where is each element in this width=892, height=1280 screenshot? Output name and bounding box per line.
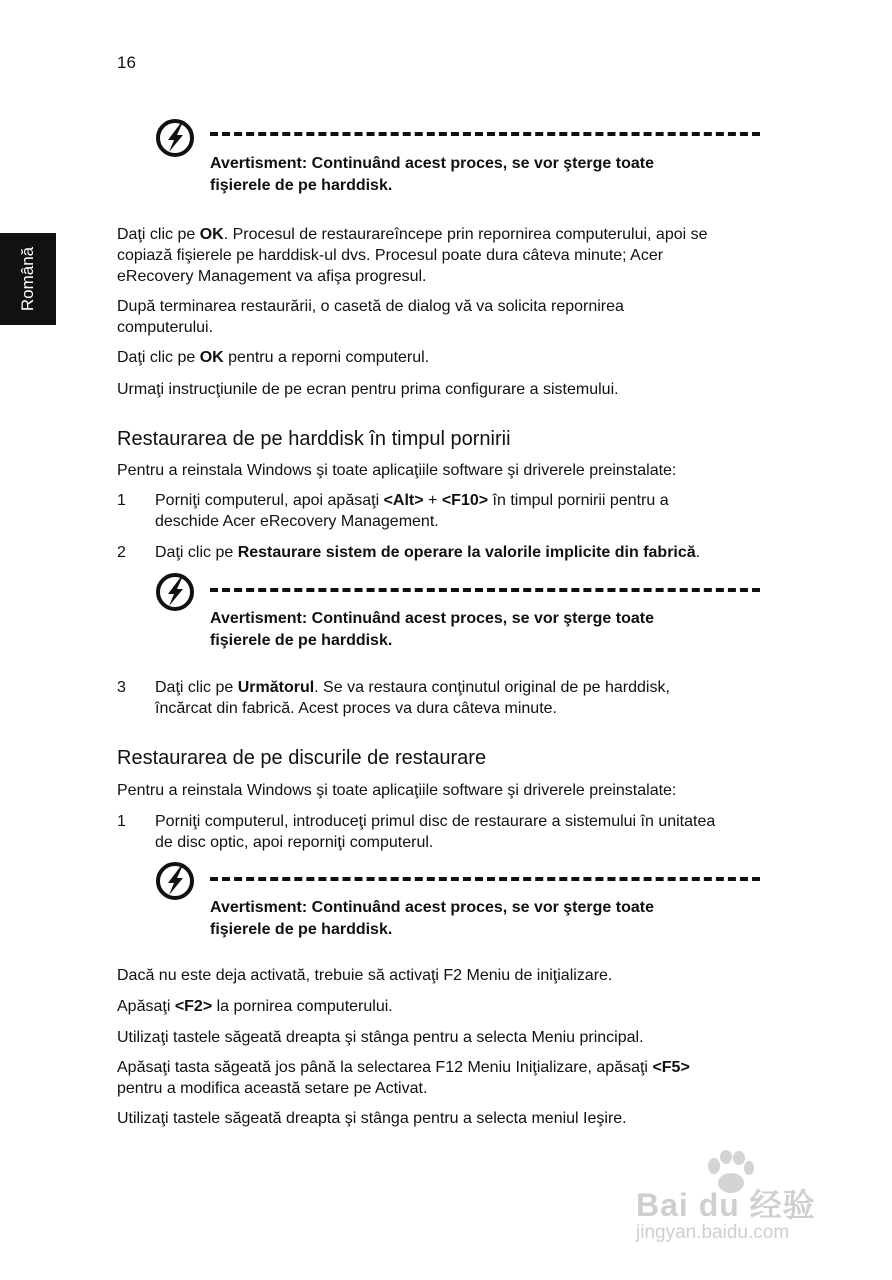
language-label: Română bbox=[18, 246, 37, 312]
watermark-brand: Bai du 经验 bbox=[636, 1187, 816, 1223]
intro-paragraph-3: Daţi clic pe OK pentru a reporni computerul. bbox=[117, 349, 430, 366]
intro-paragraph-2: După terminarea restaurării, o casetă de dialog vă va solicita repornirea computerului. bbox=[117, 298, 624, 336]
language-side-tab bbox=[0, 233, 56, 325]
warning-text: Avertisment: Continuând acest proces, se vor şterge toate fişierele de pe harddisk. bbox=[210, 155, 654, 194]
tail-paragraph-1: Dacă nu este deja activată, trebuie să activaţi F2 Meniu de iniţializare. bbox=[117, 967, 613, 984]
warning-lightning-icon bbox=[155, 118, 195, 158]
section-1-intro: Pentru a reinstala Windows şi toate aplicaţiile software şi driverele preinstalate: bbox=[117, 462, 677, 479]
warning-block-1 bbox=[155, 118, 760, 198]
warning-text: Avertisment: Continuând acest proces, se vor şterge toate fişierele de pe harddisk. bbox=[210, 899, 654, 938]
tail-paragraph-4: Apăsaţi tasta săgeată jos până la selectarea F12 Meniu Iniţializare, apăsaţi <F5> pentru a modifica această setare pe Activat. bbox=[117, 1059, 690, 1097]
tail-paragraph-2: Apăsaţi <F2> la pornirea computerului. bbox=[117, 998, 393, 1015]
tail-paragraph-3: Utilizaţi tastele săgeată dreapta şi stânga pentru a selecta Meniu principal. bbox=[117, 1029, 644, 1046]
tail-paragraph-5: Utilizaţi tastele săgeată dreapta şi stânga pentru a selecta meniul Ieşire. bbox=[117, 1110, 627, 1127]
warning-lightning-icon bbox=[155, 572, 195, 612]
section-2-intro: Pentru a reinstala Windows şi toate aplicaţiile software şi driverele preinstalate: bbox=[117, 782, 677, 799]
warning-block-2 bbox=[155, 572, 760, 652]
warning-block-3 bbox=[155, 861, 760, 941]
watermark bbox=[636, 1150, 876, 1250]
section-1-heading: Restaurarea de pe harddisk în timpul pornirii bbox=[117, 428, 511, 450]
intro-paragraph-1: Daţi clic pe OK. Procesul de restaurareîncepe prin repornirea computerului, apoi se copiază fişierele pe harddisk-ul dvs. Procesul poate dura câteva minute; Acer eRecovery Management va afişa progresul. bbox=[117, 226, 708, 285]
section-2-heading: Restaurarea de pe discurile de restaurare bbox=[117, 747, 487, 769]
warning-text: Avertisment: Continuând acest proces, se vor şterge toate fişierele de pe harddisk. bbox=[210, 610, 654, 649]
warning-divider bbox=[210, 132, 760, 136]
warning-divider bbox=[210, 588, 760, 592]
intro-paragraph-4: Urmaţi instrucţiunile de pe ecran pentru prima configurare a sistemului. bbox=[117, 381, 619, 398]
warning-lightning-icon bbox=[155, 861, 195, 901]
step-number: 3 bbox=[117, 679, 126, 696]
warning-divider bbox=[210, 877, 760, 881]
step-number: 2 bbox=[117, 544, 126, 561]
step-number: 1 bbox=[117, 813, 126, 830]
watermark-url: jingyan.baidu.com bbox=[636, 1222, 790, 1243]
page-number: 16 bbox=[117, 53, 136, 72]
step-number: 1 bbox=[117, 492, 126, 509]
